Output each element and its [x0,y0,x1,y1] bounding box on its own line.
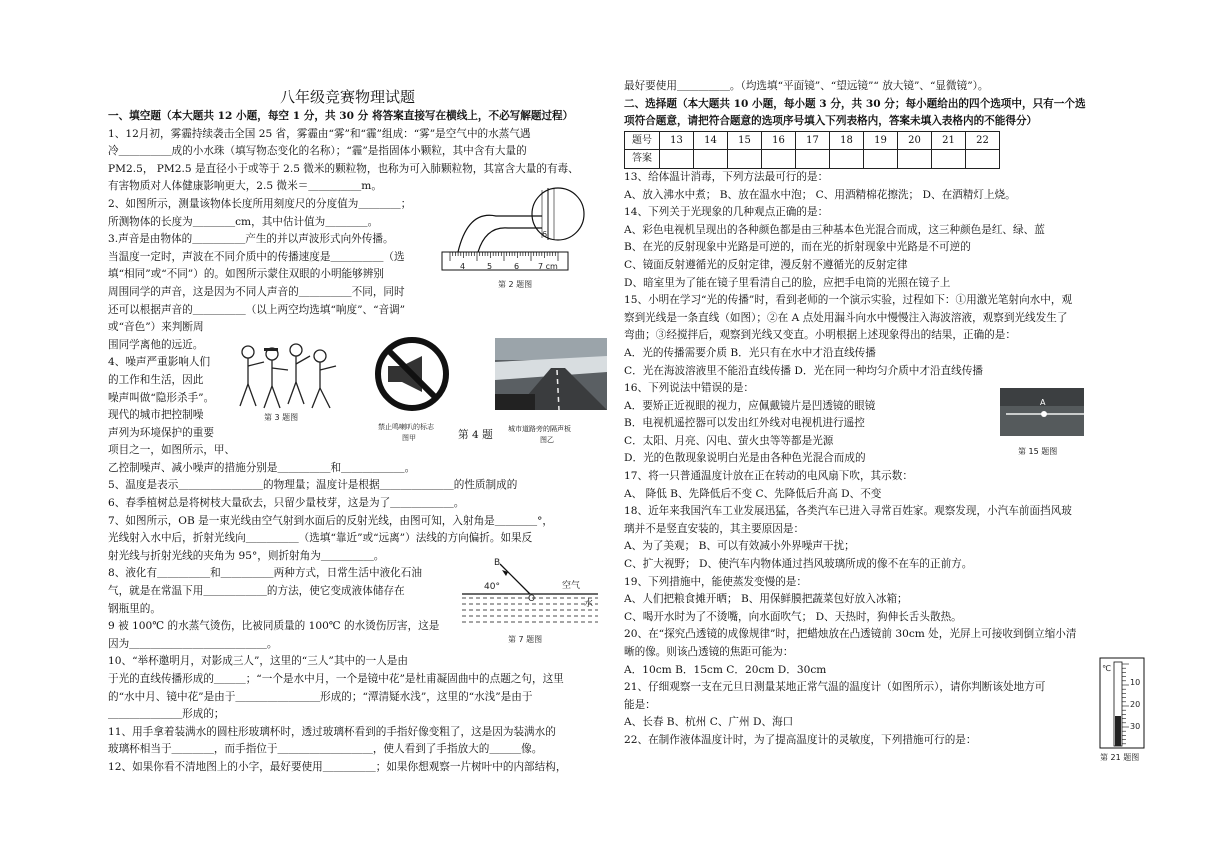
answer-cell[interactable] [796,150,830,169]
question-line: 4、噪声严重影响人们 [108,356,211,369]
question-line: 6、春季植树总是将树枝大量砍去，只留少量枝芽，这是为了＿＿＿＿＿＿。 [108,497,465,510]
question-line: A、人们把粮食摊开晒； B、用保鲜膜把蔬菜包好放入冰箱； [624,593,908,606]
answer-table [624,131,1000,169]
answer-cell[interactable] [830,150,864,169]
question-line: 项目之一，如图所示，甲、 [108,444,236,457]
question-line: 冷＿＿＿＿＿成的小水珠（填写物态变化的名称）；“霾”是指固体小颗粒，其中含有大量的 [108,145,527,158]
figure-caption: 第 4 题 [458,429,493,441]
figure-21-thermometer [1098,656,1146,766]
section1-heading: 一、填空题（本大题共 12 小题，每空 1 分，共 30 分 将答案直接写在横线上，不必写解题过程） [108,110,574,122]
answer-table-number: 21 [932,131,966,150]
question-line: B、在光的反射现象中光路是可逆的，而在光的折射现象中光路是不可逆的 [624,241,971,254]
figure-7-water: 水 [584,599,594,609]
question-line: 的工作和生活，因此 [108,373,204,386]
question-line: C、扩大视野； D、使汽车内物体通过挡风玻璃所成的像不在车的正前方。 [624,558,973,571]
question-line: 或“音色”）来判断周 [108,321,204,334]
figure-3-children [234,340,346,424]
answer-table-number: 16 [762,131,796,150]
question-line: 14、下列关于光现象的几种观点正确的是： [624,206,829,219]
question-line: 16、下列说法中错误的是： [624,382,755,395]
question-line: 15、小明在学习“光的传播”时，看到老师的一个演示实验，过程如下：①用激光笔射向水中，观 [624,294,1073,307]
answer-cell[interactable] [694,150,728,169]
question-line: 玻璃杯相当于＿＿＿＿，而手指位于＿＿＿＿＿＿＿＿＿，使人看到了手指放大的＿＿＿像。 [108,743,543,756]
right-question-lines [624,169,1130,750]
right-line: 最好要使用＿＿＿＿＿。（均选填“平面镜”、“望远镜”“ 放大镜”、“显微镜”）。 [624,80,989,92]
figure-caption: 第 15 题图 [1018,447,1058,456]
question-line: C、镜面反射遵循光的反射定律，漫反射不遵循光的反射定律 [624,258,908,271]
question-line: 19、下列措施中，能使蒸发变慢的是： [624,575,807,588]
question-line: 还可以根据声音的＿＿＿＿＿（以上两空均选填“响度”、“音调” [108,303,406,316]
question-line: C．光在海波溶液里不能沿直线传播 D．光在同一种均匀介质中才沿直线传播 [624,364,983,377]
question-line: A、为了美观； B、可以有效减小外界噪声干扰； [624,540,855,553]
figure-caption: 第 2 题图 [498,280,533,289]
question-line: 声列为环境保护的重要 [108,426,214,439]
section2-heading: 二、选择题（本大题共 10 小题，每小题 3 分，共 30 分；每小题给出的四个选项中，只有一个选 [624,97,1086,110]
question-line: 因为＿＿＿＿＿＿＿＿＿＿＿＿＿。 [108,637,278,650]
road-caption-label: 图乙 [540,436,554,444]
question-line: A．10cm B．15cm C．20cm D．30cm [624,663,827,676]
figure-caption: 第 7 题图 [508,635,543,644]
question-line: 20、在“探究凸透镜的成像规律”时，把蜡烛放在凸透镜前 30cm 处，光屏上可接收到倒立缩小清 [624,628,1077,641]
thermometer-unit: ℃ [1102,664,1111,673]
question-line: 晰的像。则该凸透镜的焦距可能为： [624,646,794,658]
question-line: C．太阳、月亮、闪电、萤火虫等等都是光源 [624,434,834,447]
answer-table-number: 14 [694,131,728,150]
question-line: 射光线与折射光线的夹角为 95°，则折射角为＿＿＿＿＿。 [108,549,385,562]
question-line: 7、如图所示，OB 是一束光线由空气射到水面后的反射光线，由图可知，入射角是＿＿＿＿°， [108,514,554,527]
question-line: C、喝开水时为了不烫嘴，向水面吹气； D、天热时，狗伸长舌头散热。 [624,610,962,623]
question-line: 1、12月初，雾霾持续袭击全国 25 省，雾霾由“雾”和“霾”组成：“雾”是空气中的水蒸气遇 [108,127,531,140]
figure-caption: 第 3 题图 [264,413,299,422]
figure-7-air: 空气 [562,581,581,591]
question-line: D．光的色散现象说明白光是由各种色光混合而成的 [624,452,866,465]
answer-table-header: 题号 [625,131,660,150]
question-line: 8、液化有＿＿＿＿＿和＿＿＿＿＿两种方式，日常生活中液化石油 [108,567,422,580]
question-line: A、 降低 B、先降低后不变 C、先降低后升高 D、不变 [624,487,882,500]
question-line: 18、近年来我国汽车工业发展迅猛，各类汽车已进入寻常百姓家。观察发现，小汽车前面挡风玻 [624,505,1072,518]
question-line: A、彩色电视机呈现出的各种颜色都是由三种基本色光混合而成，这三种颜色是红、绿、蓝 [624,223,1045,236]
thermometer-tick: 30 [1130,722,1141,731]
answer-table-number: 19 [864,131,898,150]
sign-caption-label: 图甲 [402,434,416,442]
answer-table-number: 18 [830,131,864,150]
question-line: 2、如图所示，测量该物体长度所用刻度尺的分度值为＿＿＿＿； [108,197,412,210]
question-line: 3.声音是由物体的＿＿＿＿＿产生的并以声波形式向外传播。 [108,233,394,246]
question-line: 周围同学的声音，这是因为不同人声音的＿＿＿＿＿不同，同时 [108,285,405,298]
ruler-tick-label: 5 [487,262,493,271]
question-line: 璃并不是竖直安装的，其主要原因是： [624,522,805,535]
question-line: 噪声叫做“隐形杀手”。 [108,391,215,404]
question-line: 9 被 100℃ 的水蒸气烫伤，比被同质量的 100℃ 的水烫伤厉害，这是 [108,620,440,633]
thermometer-tick: 10 [1130,678,1141,687]
question-line: 察到光线是一条直线（如图）；②在 A 点处用漏斗向水中慢慢注入海波溶液，观察到光线发生了 [624,311,1068,324]
section2-heading-cont: 项符合题意，请把符合题意的选项序号填入下列表格内，答案未填入表格内的不能得分） [624,115,1038,128]
answer-table-number: 20 [898,131,932,150]
answer-cell[interactable] [864,150,898,169]
sign-caption: 禁止鸣喇叭的标志 [378,423,434,431]
ruler-tick-label: 7 cm [538,262,558,271]
question-line: 光线射入水中后，折射光线向＿＿＿＿＿（选填“靠近”或“远离”）法线的方向偏折。如果反 [108,532,533,545]
question-line: 乙控制噪声、减小噪声的措施分别是＿＿＿＿＿和＿＿＿＿＿＿。 [108,461,416,474]
question-line: 填“相同”或“不同”）的。如图所示蒙住双眼的小明能够辨别 [108,268,384,281]
question-line: 13、给体温计消毒，下列方法最可行的是： [624,170,829,183]
figure-4-road-photo [495,338,607,410]
question-line: 21、仔细观察一支在元旦日测量某地正常气温的温度计（如图所示），请你判断该处地方可 [624,681,1046,694]
question-line: A．光的传播需要介质 B．光只有在水中才沿直线传播 [624,346,876,359]
question-line: A、放入沸水中煮； B、放在温水中泡； C、用酒精棉花擦洗； D、在酒精灯上烧。 [624,188,1016,201]
figure-7-label-b: B [494,558,501,568]
figure-15-label-a: A [1040,398,1046,407]
question-line: 所测物体的长度为＿＿＿＿cm，其中估计值为＿＿＿＿。 [108,215,379,228]
answer-cell[interactable] [932,150,966,169]
question-line: A．要矫正近视眼的视力，应佩戴镜片是凹透镜的眼镜 [624,399,876,412]
question-line: 5、温度是表示＿＿＿＿＿＿＿＿的物理量；温度计是根据＿＿＿＿＿＿＿的性质制成的 [108,479,518,492]
answer-table-number: 17 [796,131,830,150]
question-line: 12、如果你看不清地图上的小字，最好要使用＿＿＿＿＿；如果你想观察一片树叶中的内部结构， [108,760,567,773]
question-line: 现代的城市把控制噪 [108,409,204,422]
question-line: A、长春 B、杭州 C、广州 D、海口 [624,716,794,729]
question-line: 的“水中月、镜中花”是由于＿＿＿＿＿＿＿＿形成的；“潭清疑水浅”，这里的“水浅”是由于 [108,690,533,703]
question-line: ＿＿＿＿＿＿＿形成的； [108,708,225,721]
answer-table-header: 答案 [625,150,660,169]
question-line: D、暗室里为了能在镜子里看清自己的脸，应把手电筒的光照在镜子上 [624,276,951,289]
figure-caption: 第 21 题图 [1100,753,1140,762]
question-line: 能是： [624,698,656,711]
answer-cell[interactable] [728,150,762,169]
answer-table-number: 13 [660,131,694,150]
answer-cell[interactable] [898,150,932,169]
question-line: B．电视机遥控器可以发出红外线对电视机进行遥控 [624,417,865,430]
answer-cell[interactable] [660,150,694,169]
question-line: 钢瓶里的。 [108,602,161,615]
figure-7-angle: 40° [484,582,500,592]
figure-7-label-o: O [528,594,536,604]
question-line: 围同学离他的远近。 [108,338,204,351]
answer-table-number: 15 [728,131,762,150]
question-line: 当温度一定时，声波在不同介质中的传播速度是＿＿＿＿＿（选 [108,250,405,263]
exam-title: 八年级竞赛物理试题 [280,88,416,106]
answer-cell[interactable] [762,150,796,169]
ruler-tick-label: 4 [460,262,466,271]
answer-cell[interactable] [966,150,1000,169]
answer-table-number: 22 [966,131,1000,150]
question-line: PM2.5， PM2.5 是直径小于或等于 2.5 微米的颗粒物，也称为可入肺颗粒物，其富含大量的有毒、 [108,162,579,175]
right-column [624,0,1130,750]
figure-7-reflection [458,558,602,648]
zoom-label: 6 [542,230,548,239]
question-line: 17、将一只普通温度计放在正在转动的电风扇下吹，其示数： [624,470,913,483]
thermometer-tick: 20 [1130,700,1141,709]
question-line: 气，就是在常温下用＿＿＿＿＿＿的方法，使它变成液体储存在 [108,585,405,598]
figure-4-no-horn-sign [362,336,462,440]
question-line: 于光的直线传播形成的＿＿＿；“一个是水中月，一个是镜中花”是杜甫凝固曲中的点题之句，这里 [108,673,564,685]
question-line: 弯曲；③经搅拌后，观察到光线又变直。小明根据上述现象得出的结果，正确的是： [624,329,1016,342]
question-line: 22、在制作液体温度计时，为了提高温度计的灵敏度，下列措施可行的是： [624,733,977,746]
ruler-tick-label: 6 [514,262,520,271]
question-line: 11、用手拿着装满水的圆柱形玻璃杯时，透过玻璃杯看到的手指好像变粗了，这是因为装满水的 [108,725,556,738]
figure-15-laser-photo [1000,388,1084,436]
road-caption: 城市道路旁的隔声板 [508,425,571,433]
question-line: 有害物质对人体健康影响更大，2.5 微米＝＿＿＿＿＿m。 [108,180,382,193]
figure-2-ruler [438,186,590,290]
question-line: 10、“举杯邀明月，对影成三人”，这里的“三人”其中的一人是由 [108,655,408,668]
